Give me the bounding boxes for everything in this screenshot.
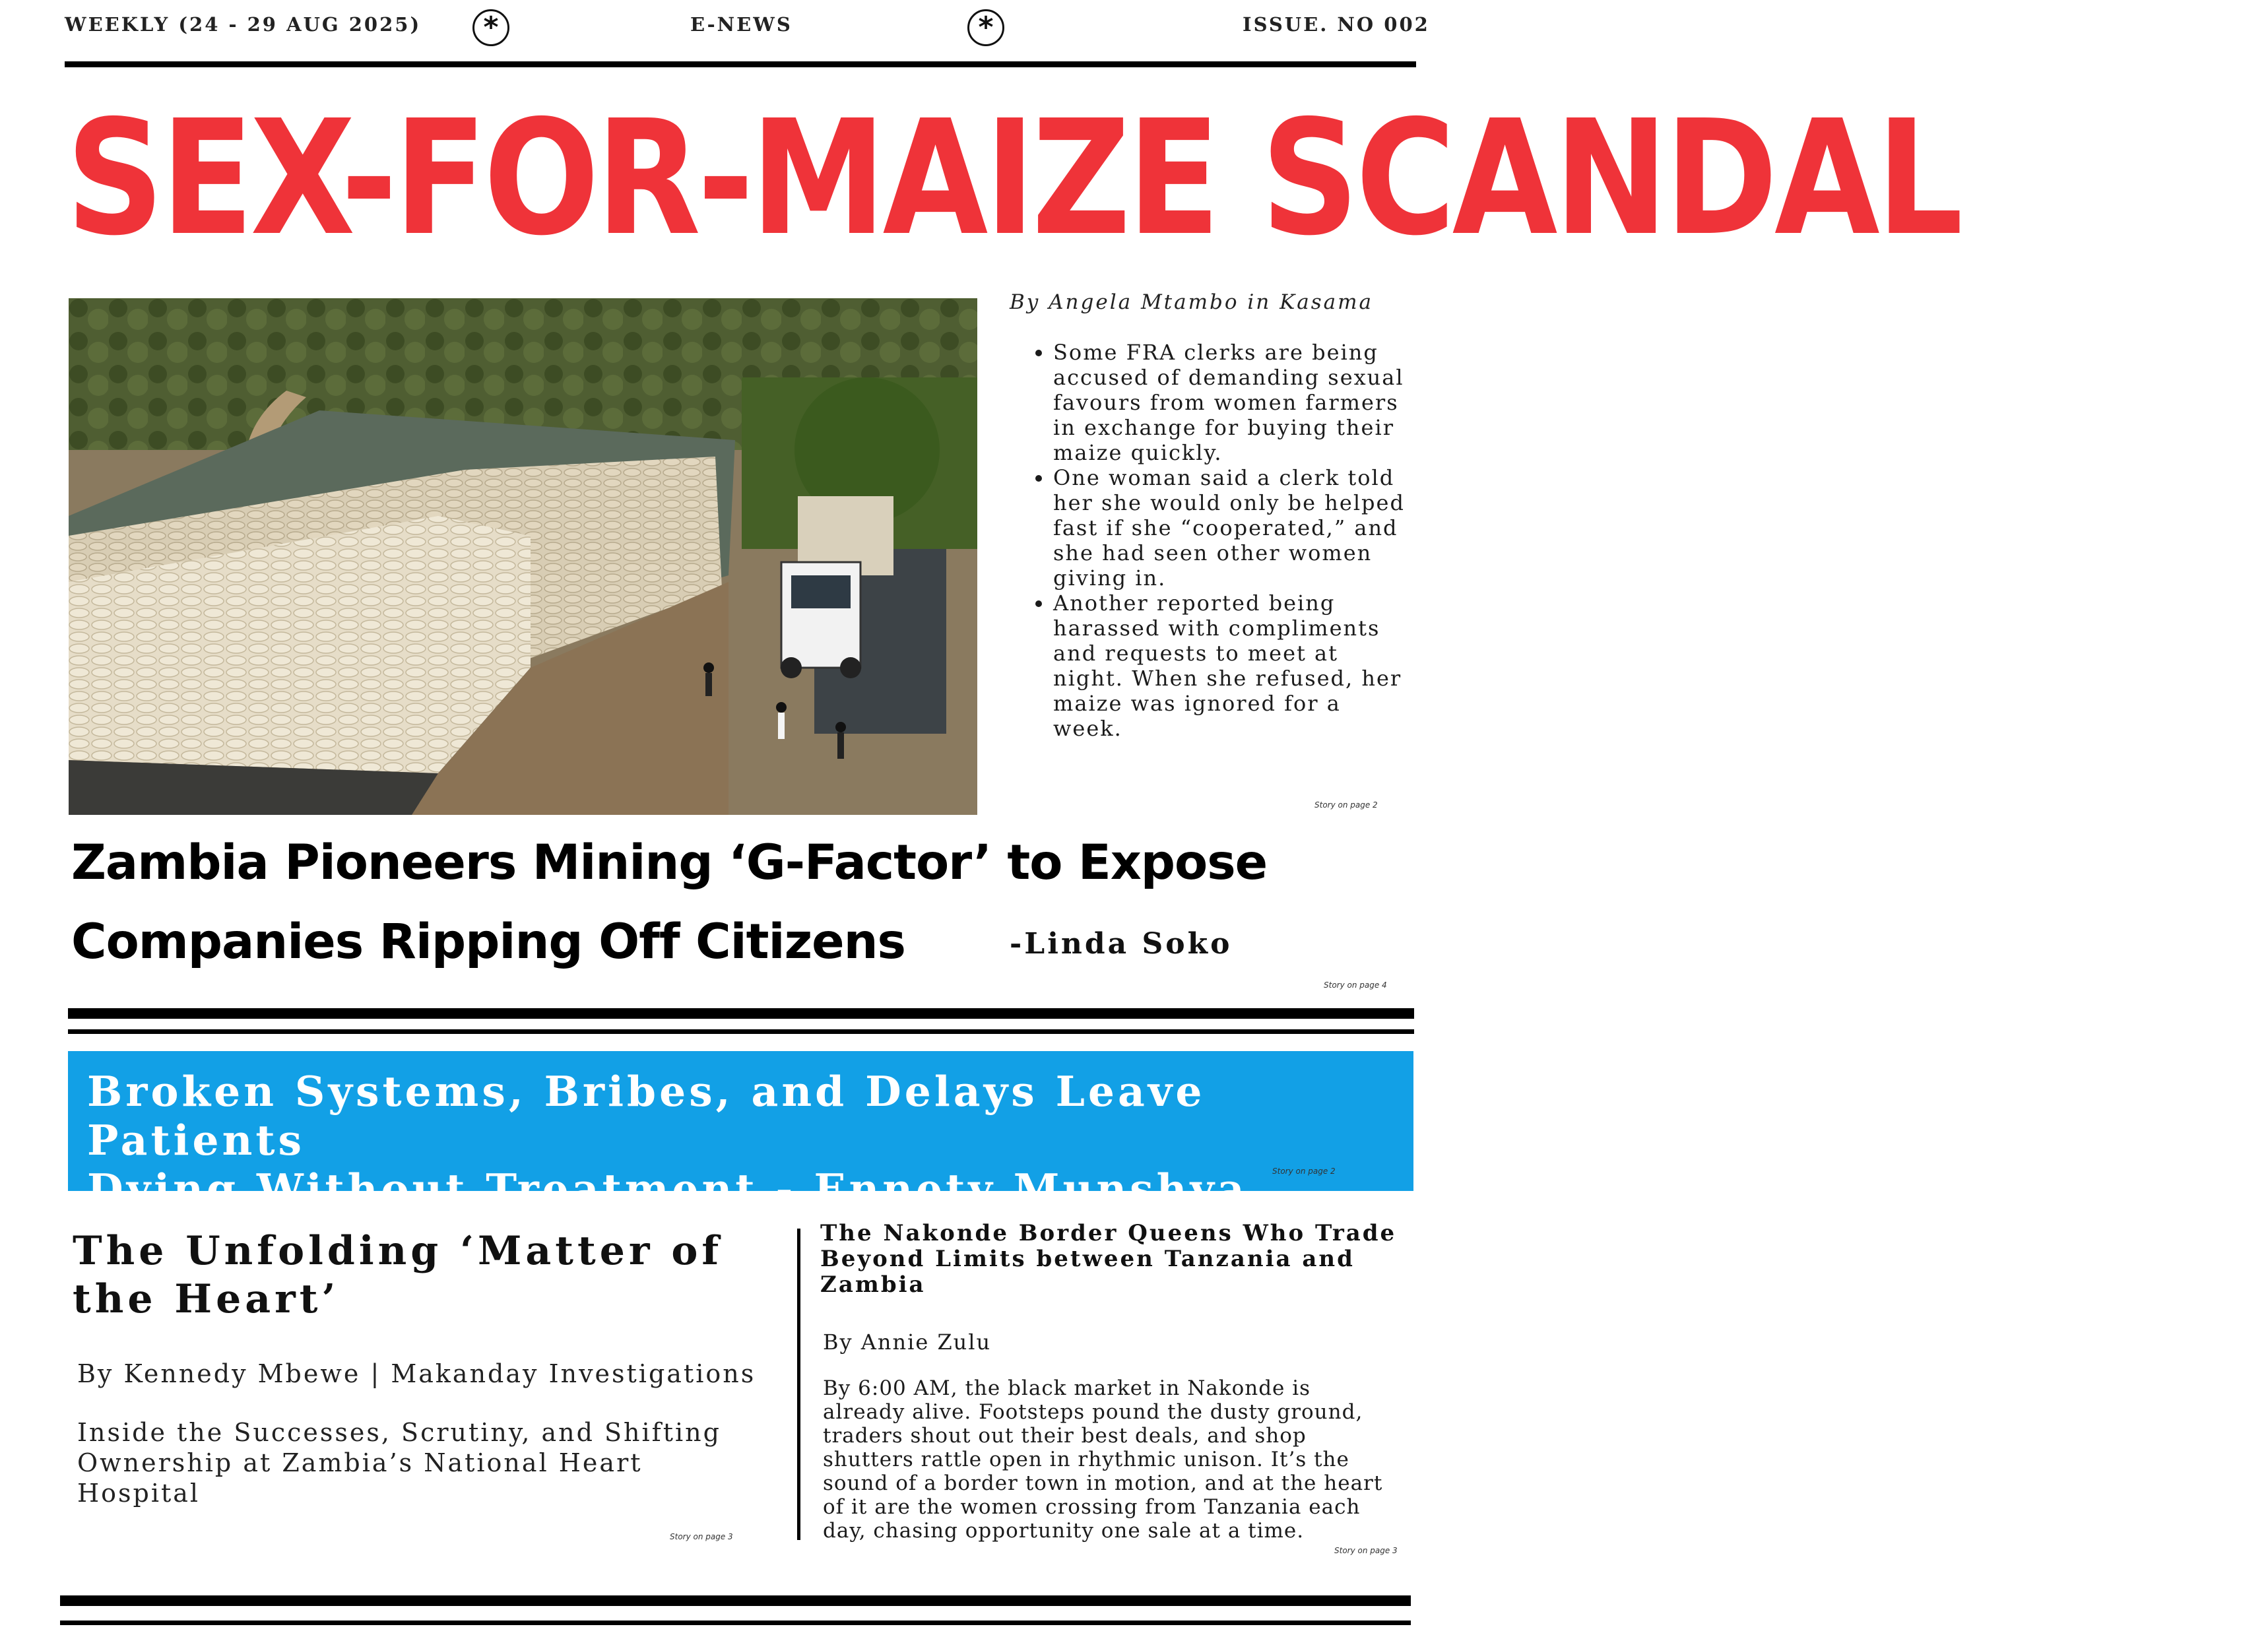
story-page-link[interactable]: Story on page 2: [1272, 1167, 1336, 1176]
issue-date: WEEKLY (24 - 29 AUG 2025): [65, 13, 422, 36]
border-body: [823, 1376, 1430, 1543]
heart-headline-line1: The Unfolding ‘Matter of: [73, 1228, 723, 1274]
list-item: • Another reported being harassed with compliments and requests to meet at night. When she refused, her maize was ignored for a week.: [1053, 591, 1406, 741]
maize-depot-photo: [69, 298, 977, 815]
border-body-line: already alive. Footsteps pound the dusty ground,: [823, 1400, 1363, 1424]
health-headline: [87, 1067, 1407, 1213]
asterisk-icon: *: [472, 9, 509, 46]
border-body-line: shutters rattle open in rhythmic unison. It’s the: [823, 1448, 1349, 1471]
border-body-line: of it are the women crossing from Tanzania each: [823, 1495, 1361, 1519]
heart-headline-line2: the Heart’: [73, 1276, 340, 1322]
column-divider: [797, 1229, 800, 1540]
border-headline-line3: Zambia: [820, 1271, 926, 1298]
footer-divider-thick: [60, 1595, 1411, 1606]
border-body-line: traders shout out their best deals, and shop: [823, 1424, 1307, 1448]
heart-byline: By Kennedy Mbewe | Makanday Investigations: [77, 1359, 756, 1388]
border-body-line: By 6:00 AM, the black market in Nakonde is: [823, 1376, 1311, 1400]
border-body-line: sound of a border town in motion, and at the heart: [823, 1471, 1383, 1495]
mining-headline-line2: Companies Ripping Off Citizens: [71, 914, 906, 970]
maize-photo-illustration: [69, 298, 977, 815]
mining-headline-line1: Zambia Pioneers Mining ‘G-Factor’ to Expose: [71, 835, 1268, 891]
border-byline: By Annie Zulu: [823, 1330, 992, 1355]
lead-byline: By Angela Mtambo in Kasama: [1010, 290, 1374, 314]
border-headline-line1: The Nakonde Border Queens Who Trade: [820, 1220, 1397, 1246]
heart-subhead-line3: Hospital: [77, 1479, 201, 1508]
list-item: • Some FRA clerks are being accused of demanding sexual favours from women farmers in exchange for buying their maize quickly.: [1053, 340, 1406, 465]
section-divider-thin: [68, 1029, 1414, 1034]
heart-subhead: [77, 1417, 770, 1508]
lead-headline-text: SEX-FOR-MAIZE SCANDAL: [66, 86, 1960, 271]
heart-headline: [73, 1227, 746, 1324]
section-divider-thick: [68, 1008, 1414, 1019]
health-headline-line1: Broken Systems, Bribes, and Delays Leave Patients: [87, 1067, 1206, 1165]
mining-author: -Linda Soko: [1010, 927, 1233, 961]
list-item: • One woman said a clerk told her she would only be helped fast if she “cooperated,” and she had seen other women giving in.: [1053, 465, 1406, 591]
story-page-link[interactable]: Story on page 4: [1324, 980, 1387, 990]
lead-headline: [66, 86, 1960, 271]
story-page-link[interactable]: Story on page 3: [670, 1532, 733, 1541]
border-body-line: day, chasing opportunity one sale at a time.: [823, 1519, 1305, 1543]
story-page-link[interactable]: Story on page 3: [1334, 1546, 1398, 1555]
health-headline-line2: Dying Without Treatment - Ennety Munshya: [87, 1165, 1248, 1213]
masthead-rule: [65, 61, 1416, 67]
heart-subhead-line2: Ownership at Zambia’s National Heart: [77, 1448, 643, 1477]
asterisk-icon: *: [967, 9, 1004, 46]
border-headline: [820, 1221, 1441, 1298]
border-headline-line2: Beyond Limits between Tanzania and: [820, 1246, 1355, 1272]
lead-bullet-list: [1029, 340, 1406, 741]
section-label: E-NEWS: [690, 13, 793, 36]
footer-divider-thin: [60, 1621, 1411, 1625]
story-page-link[interactable]: Story on page 2: [1314, 800, 1378, 810]
issue-number: ISSUE. NO 002: [1243, 13, 1430, 36]
heart-subhead-line1: Inside the Successes, Scrutiny, and Shifting: [77, 1418, 721, 1447]
